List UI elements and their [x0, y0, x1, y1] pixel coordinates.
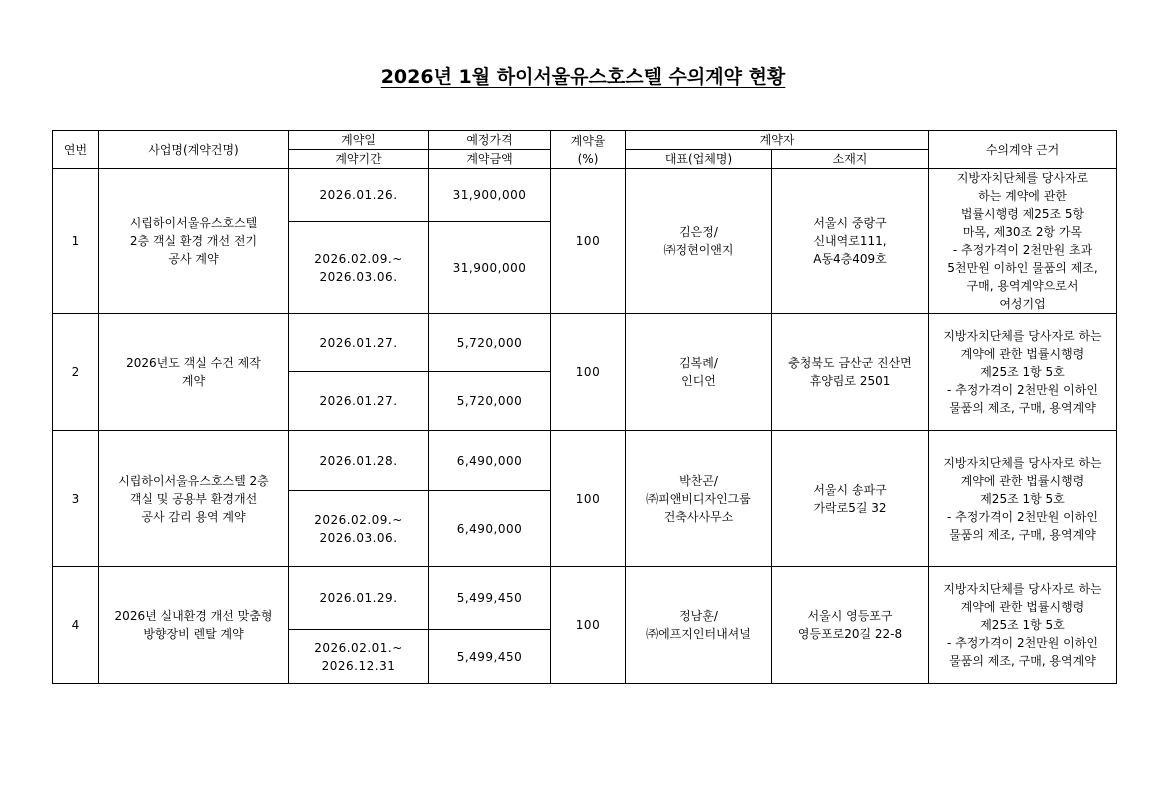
- table-row: [53, 431, 1117, 491]
- header-contractor: 계약자: [626, 131, 929, 150]
- row-address: 서울시 송파구 가락로5길 32: [772, 431, 929, 567]
- row-period: 2026.02.01.~ 2026.12.31: [289, 630, 429, 684]
- table-row: [53, 567, 1117, 630]
- header-period: 계약기간: [289, 150, 429, 169]
- row-amount: 5,499,450: [429, 630, 551, 684]
- header-contract-date: 계약일: [289, 131, 429, 150]
- row-project: 2026년 실내환경 개선 맞춤형 방향장비 렌탈 계약: [99, 567, 289, 684]
- row-amount: 6,490,000: [429, 491, 551, 567]
- row-est-price: 31,900,000: [429, 169, 551, 222]
- row-rep: 김복례/ 인디언: [626, 314, 772, 431]
- row-period: 2026.02.09.~ 2026.03.06.: [289, 491, 429, 567]
- row-est-price: 5,720,000: [429, 314, 551, 372]
- row-period: 2026.02.09.~ 2026.03.06.: [289, 222, 429, 314]
- header-no: 연번: [53, 131, 99, 169]
- row-address: 서울시 중랑구 신내역로111, A동4층409호: [772, 169, 929, 314]
- row-no: 1: [53, 169, 99, 314]
- row-project: 시립하이서울유스호스텔 2층 객실 및 공용부 환경개선 공사 감리 용역 계약: [99, 431, 289, 567]
- row-contract-date: 2026.01.26.: [289, 169, 429, 222]
- row-rate: 100: [551, 169, 626, 314]
- row-project: 시립하이서울유스호스텔 2층 객실 환경 개선 전기 공사 계약: [99, 169, 289, 314]
- header-project: 사업명(계약건명): [99, 131, 289, 169]
- table-row: [53, 169, 1117, 222]
- row-rep: 박찬곤/ ㈜피앤비디자인그룹 건축사사무소: [626, 431, 772, 567]
- contracts-table: [52, 130, 1117, 684]
- row-contract-date: 2026.01.29.: [289, 567, 429, 630]
- row-project: 2026년도 객실 수건 제작 계약: [99, 314, 289, 431]
- row-basis: 지방자치단체를 당사자로 하는 계약에 관한 법률시행령 제25조 1항 5호 - 추정가격이 2천만원 이하인 물품의 제조, 구매, 용역계약: [929, 431, 1117, 567]
- header-amount: 계약금액: [429, 150, 551, 169]
- row-no: 4: [53, 567, 99, 684]
- row-no: 2: [53, 314, 99, 431]
- row-address: 충청북도 금산군 진산면 휴양림로 2501: [772, 314, 929, 431]
- header-basis: 수의계약 근거: [929, 131, 1117, 169]
- header-rate: 계약율 (%): [551, 131, 626, 169]
- table-row: [53, 314, 1117, 372]
- title-text: 2026년 1월 하이서울유스호스텔 수의계약 현황: [380, 66, 786, 88]
- header-rep: 대표(업체명): [626, 150, 772, 169]
- header-address: 소재지: [772, 150, 929, 169]
- row-basis: 지방자치단체를 당사자로 하는 계약에 관한 법률시행령 제25조 1항 5호 - 추정가격이 2천만원 이하인 물품의 제조, 구매, 용역계약: [929, 314, 1117, 431]
- row-contract-date: 2026.01.27.: [289, 314, 429, 372]
- row-amount: 5,720,000: [429, 372, 551, 431]
- row-rate: 100: [551, 314, 626, 431]
- row-rate: 100: [551, 431, 626, 567]
- row-est-price: 6,490,000: [429, 431, 551, 491]
- row-rep: 정남훈/ ㈜에프지인터내셔널: [626, 567, 772, 684]
- row-period: 2026.01.27.: [289, 372, 429, 431]
- header-est-price: 예정가격: [429, 131, 551, 150]
- row-basis: 지방자치단체를 당사자로 하는 계약에 관한 법률시행령 제25조 1항 5호 - 추정가격이 2천만원 이하인 물품의 제조, 구매, 용역계약: [929, 567, 1117, 684]
- row-est-price: 5,499,450: [429, 567, 551, 630]
- row-amount: 31,900,000: [429, 222, 551, 314]
- document-title: [0, 62, 1166, 89]
- row-rep: 김은정/ ㈜정현이앤지: [626, 169, 772, 314]
- row-rate: 100: [551, 567, 626, 684]
- row-no: 3: [53, 431, 99, 567]
- row-basis: 지방자치단체를 당사자로 하는 계약에 관한 법률시행령 제25조 5항 마목, 제30조 2항 가목 - 추정가격이 2천만원 초과 5천만원 이하인 물품의 제조, 구매, 용역계약으로서 여성기업: [929, 169, 1117, 314]
- row-contract-date: 2026.01.28.: [289, 431, 429, 491]
- row-address: 서울시 영등포구 영등포로20길 22-8: [772, 567, 929, 684]
